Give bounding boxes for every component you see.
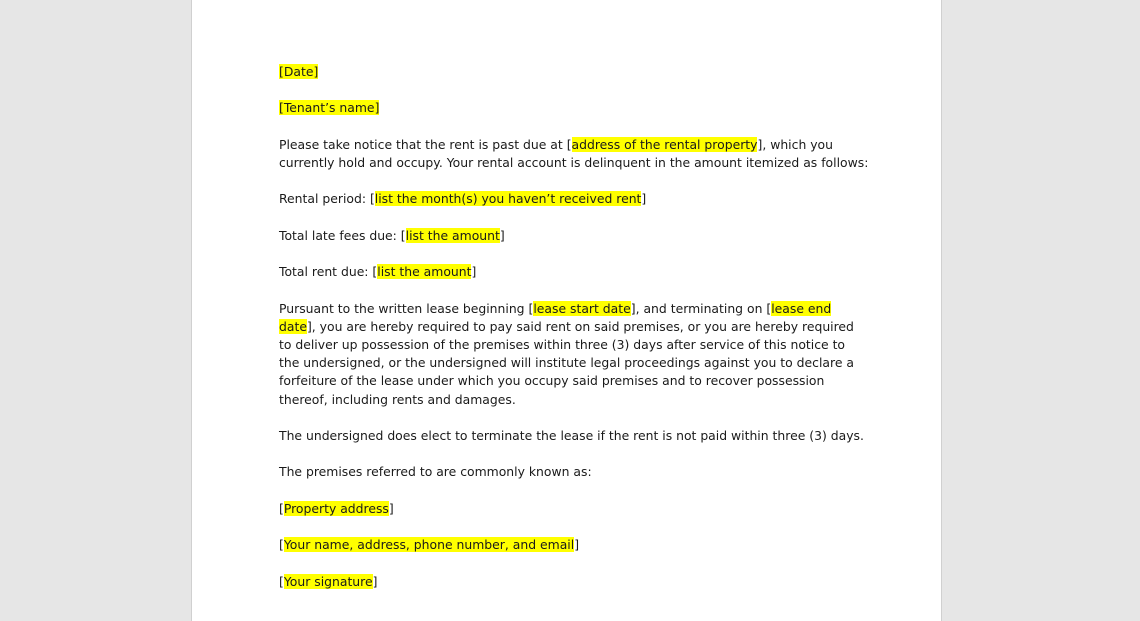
document-page[interactable] bbox=[191, 0, 942, 621]
tenant-name-paragraph bbox=[279, 99, 869, 117]
rental-period-line: Rental period: [list the month(s) you haven’t received rent] bbox=[279, 191, 647, 207]
date-placeholder: [Date] bbox=[279, 64, 319, 79]
property-address-placeholder: Property address bbox=[283, 500, 389, 516]
late-fees-placeholder: list the amount bbox=[405, 227, 500, 243]
notice-text-after: ], which you currently hold and occupy. Your rental account is delinquent in the amount itemized as follows: bbox=[279, 136, 869, 170]
lease-text-part2: ], and terminating on [ bbox=[630, 300, 772, 316]
contact-paragraph: [Your name, address, phone number, and email] bbox=[279, 537, 580, 553]
signature-placeholder: Your signature bbox=[283, 573, 373, 589]
rental-period-label: Rental period: [ bbox=[279, 191, 375, 207]
letter-body[interactable] bbox=[279, 63, 869, 609]
date-paragraph bbox=[279, 63, 869, 81]
late-fees-line: Total late fees due: [list the amount] bbox=[279, 227, 505, 243]
tenant-name-placeholder: [Tenant’s name] bbox=[279, 100, 380, 116]
notice-paragraph bbox=[279, 136, 869, 172]
lease-text-part1: Pursuant to the written lease beginning [ bbox=[279, 300, 534, 316]
rent-due-line: Total rent due: [list the amount] bbox=[279, 264, 477, 280]
rent-due-label: Total rent due: [ bbox=[279, 264, 378, 280]
rent-due-placeholder: list the amount bbox=[377, 264, 472, 280]
premises-paragraph: The premises referred to are commonly known as: bbox=[279, 464, 592, 480]
property-address-paragraph: [Property address] bbox=[279, 500, 394, 516]
rental-period-placeholder: list the month(s) you haven’t received rent bbox=[374, 191, 642, 207]
lease-paragraph bbox=[279, 300, 869, 409]
terminate-paragraph: The undersigned does elect to terminate the lease if the rent is not paid within three (3) days. bbox=[279, 427, 864, 443]
lease-end-placeholder: lease end date bbox=[279, 300, 832, 334]
notice-text-before: Please take notice that the rent is past due at [ bbox=[279, 136, 572, 152]
lease-text-part3: ], you are hereby required to pay said rent on said premises, or you are hereby required to deliver up possession of the premises within three (3) days after service of this notice to the undersigned, or the undersigned will institute legal proceedings against you to declare a forfeiture of the lease under which you occupy said premises and to recover possession thereof, including rents and damages. bbox=[279, 318, 854, 407]
late-fees-label: Total late fees due: [ bbox=[279, 227, 406, 243]
contact-placeholder: Your name, address, phone number, and email bbox=[283, 537, 575, 553]
signature-paragraph: [Your signature] bbox=[279, 573, 378, 589]
lease-start-placeholder: lease start date bbox=[533, 300, 631, 316]
rental-address-placeholder: address of the rental property bbox=[571, 136, 758, 152]
